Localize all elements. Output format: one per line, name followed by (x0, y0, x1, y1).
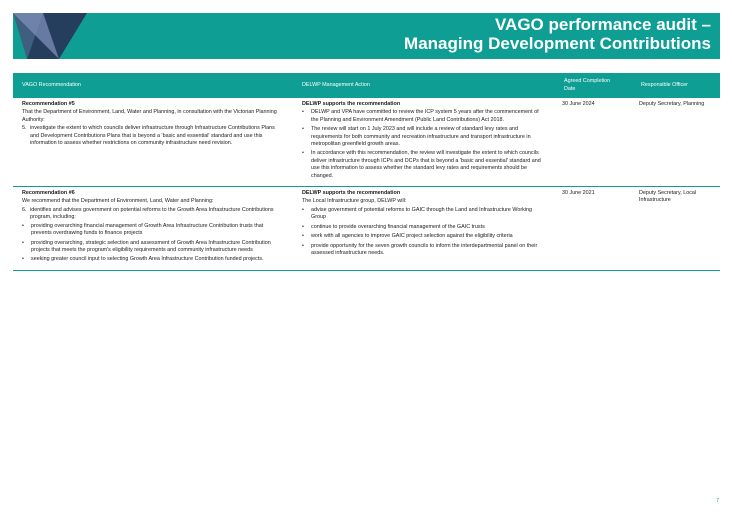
responsible-officer-cell: Deputy Secretary, Planning (639, 101, 705, 107)
recommendations-table (13, 73, 720, 271)
bullet-icon: • (22, 239, 24, 246)
bullet-icon: • (22, 222, 24, 229)
bullet-icon: • (302, 242, 304, 249)
numbered-item (22, 125, 284, 147)
bullet-icon: • (22, 256, 24, 263)
list-item-text: seeking greater council input to selecting Growth Area Infrastructure Contribution funded projects. (31, 256, 264, 263)
list-item-text: In accordance with this recommendation, the review will investigate the extent to which councils deliver infrastructure through ICPs and DCPs that is beyond a 'basic and essential' standard and use this information to assess whether the standard levy rates and requirements should be changed. (311, 150, 541, 179)
item-number: 6. (22, 206, 27, 213)
bullet-icon: • (302, 126, 304, 133)
management-action-cell (293, 98, 555, 186)
list-item (302, 224, 546, 231)
recommendation-cell (13, 187, 293, 270)
responsible-officer-cell: Deputy Secretary, Local Infrastructure (639, 190, 697, 204)
bullet-icon: • (302, 150, 304, 157)
bullet-icon: • (302, 223, 304, 230)
list-item-text: provide opportunity for the seven growth councils to inform the interdepartmental panel on their assessed infrastructure needs. (311, 242, 538, 256)
bullet-icon: • (302, 109, 304, 116)
list-item (302, 243, 546, 258)
numbered-item (22, 207, 284, 222)
action-title: DELWP supports the recommendation (302, 101, 401, 107)
page-number: 7 (716, 498, 719, 504)
page-title (404, 15, 711, 53)
bullet-icon: • (302, 233, 304, 240)
management-action-cell (293, 187, 555, 270)
column-header-responsible-officer: Responsible Officer (641, 81, 688, 88)
list-item (302, 150, 546, 180)
item-text: identifies and advises government on potential reforms to the Growth Area Infrastructure Contributions program, including: (30, 206, 274, 221)
item-number: 5. (22, 125, 27, 132)
recommendation-intro: That the Department of Environment, Land, Water and Planning, in consultation with the Victorian Planning Authority: (22, 109, 277, 123)
item-text: investigate the extent to which councils deliver infrastructure through Infrastructure Contributions Plans and Development Contributions Plans that is beyond a 'basic and essential' standard and use this information to assess whether restrictions on community infrastructure need revision. (30, 125, 275, 147)
recommendation-title: Recommendation #5 (22, 101, 75, 107)
recommendation-intro: We recommend that the Department of Environment, Land, Water and Planning: (22, 198, 214, 205)
list-item (302, 109, 546, 124)
completion-date-cell: 30 June 2021 (562, 190, 595, 197)
column-header-completion-date: Agreed Completion Date (564, 78, 611, 92)
list-item (302, 126, 546, 148)
page-title-line-1: VAGO performance audit – (494, 15, 711, 34)
header-banner (13, 13, 720, 59)
table-header (13, 73, 720, 98)
sub-bullet-list (22, 223, 284, 264)
action-title: DELWP supports the recommendation (302, 190, 401, 197)
list-item (302, 207, 546, 222)
action-list (302, 109, 546, 180)
bullet-icon: • (302, 206, 304, 213)
action-list (302, 207, 546, 257)
completion-date-cell: 30 June 2024 (562, 101, 595, 107)
list-item-text: providing overarching, strategic selection and assessment of Growth Area Infrastructure Contribution projects that meets the program's eligibility requirements and community infrastructure needs (31, 239, 271, 253)
recommendation-cell (13, 98, 293, 186)
list-item-text: advise government of potential reforms to GAIC through the Land and Infrastructure Working Group (311, 206, 533, 221)
triangle-logo-icon (13, 13, 103, 59)
column-header-recommendation: VAGO Recommendation (22, 81, 81, 88)
table-row (13, 187, 720, 271)
recommendation-title: Recommendation #6 (22, 190, 75, 197)
column-header-management-action: DELWP Management Action (302, 81, 370, 88)
list-item (22, 223, 284, 238)
action-intro: The Local Infrastructure group, DELWP will: (302, 198, 407, 205)
table-row (13, 98, 720, 187)
list-item-text: The review will start on 1 July 2023 and will include a review of standard levy rates and requirements for both community and recreation infrastructure and transport infrastructure in metropolitan greenfield growth areas. (311, 126, 531, 148)
list-item (302, 233, 546, 240)
list-item-text: work with all agencies to improve GAIC project selection against the eligibility criteria (311, 233, 513, 240)
list-item-text: continue to provide overarching financial management of the GAIC trusts (311, 223, 485, 230)
list-item (22, 256, 284, 263)
page-title-line-2: Managing Development Contributions (404, 34, 711, 53)
list-item (22, 240, 284, 255)
list-item-text: DELWP and VPA have committed to review the ICP system 5 years after the commencement of the Planning and Environment Amendment (Public Land Contributions) Act 2018. (311, 109, 539, 123)
list-item-text: providing overarching financial management of Growth Area Infrastructure Contribution trusts that prevents overdrawing funds to finance projects (31, 222, 264, 237)
